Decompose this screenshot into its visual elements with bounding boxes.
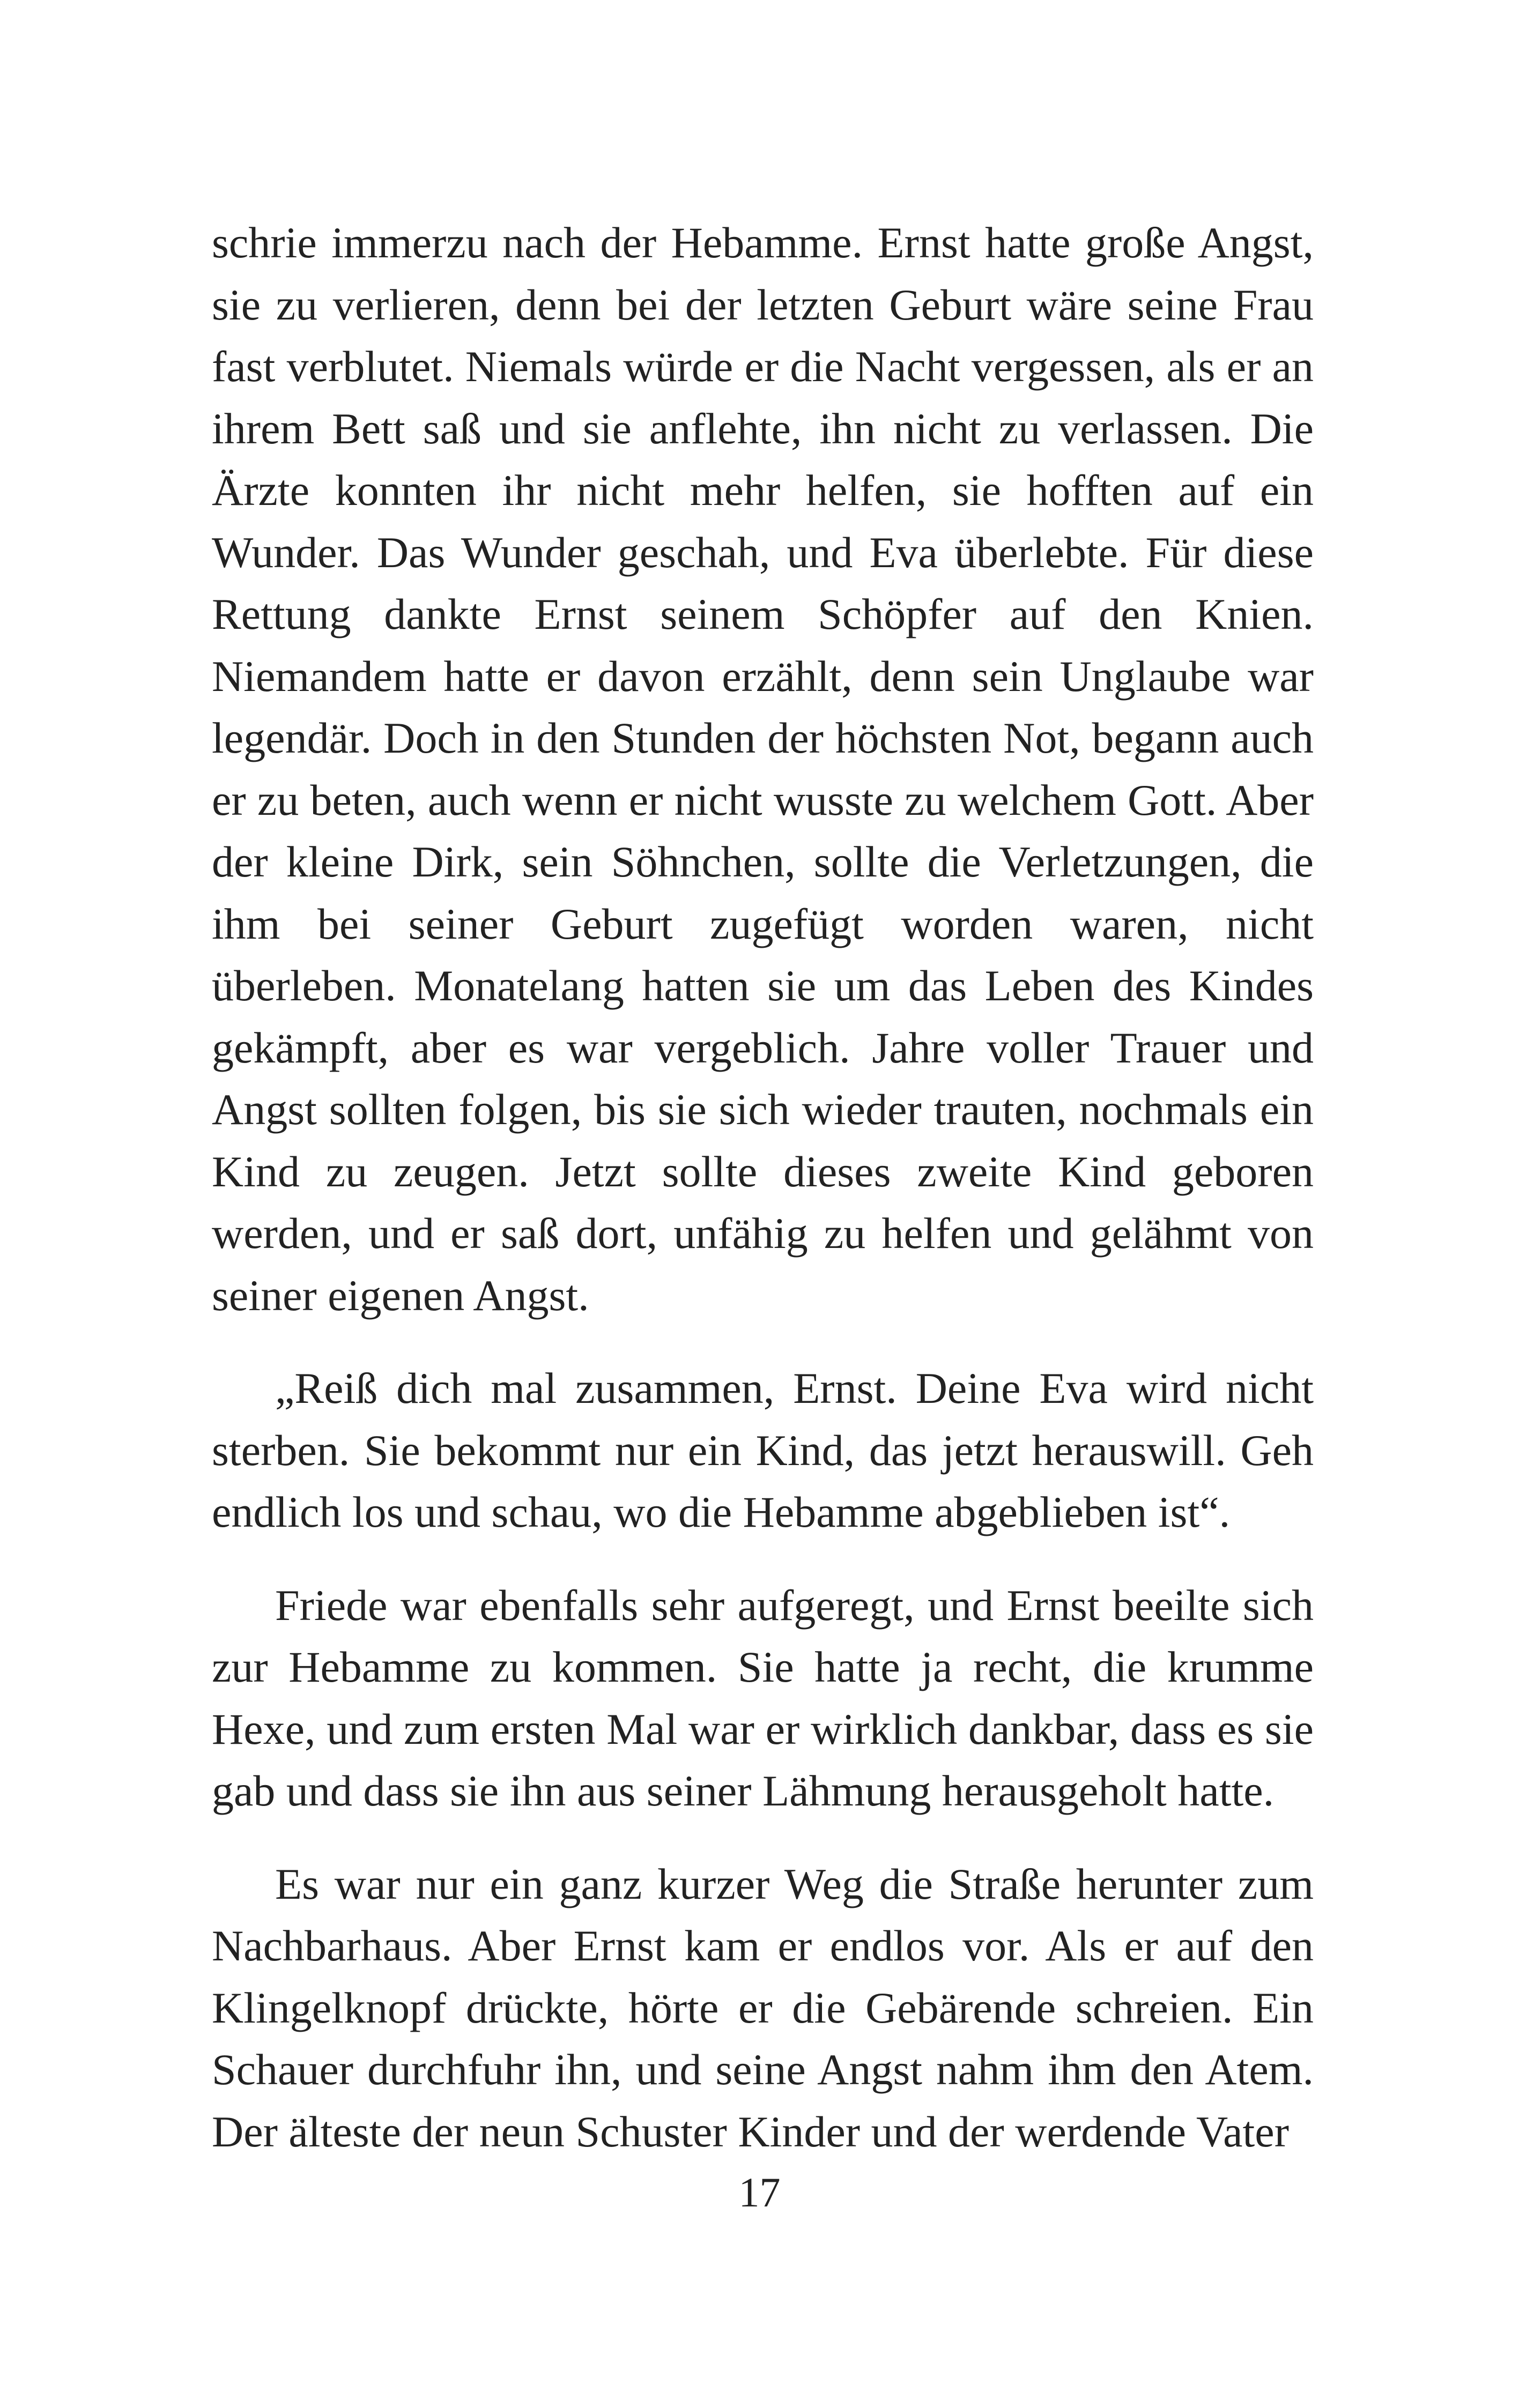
paragraph-3: Friede war ebenfalls sehr aufgeregt, und Ernst beeilte sich zur Hebamme zu kommen. Sie hatte ja recht, die krumme Hexe, und zum ersten Mal war er wirklich dankbar, dass es sie gab und dass sie ihn aus seiner Lähmung herausgeholt hatte. [212, 1580, 1314, 1815]
body-text [212, 212, 1314, 2162]
paragraph-2: „Reiß dich mal zusammen, Ernst. Deine Eva wird nicht sterben. Sie bekommt nur ein Kind, das jetzt herauswill. Geh endlich los und schau, wo die Hebamme abgeblieben ist“. [212, 1364, 1314, 1536]
page-number: 17 [738, 2169, 781, 2216]
paragraph-1: schrie immerzu nach der Hebamme. Ernst hatte große Angst, sie zu verlieren, denn bei der letzten Geburt wäre seine Frau fast verblutet. Niemals würde er die Nacht vergessen, als er an ihrem Bett saß und sie anflehte, ihn nicht zu verlassen. Die Ärzte konnten ihr nicht mehr helfen, sie hofften auf ein Wunder. Das Wunder geschah, und Eva überlebte. Für diese Rettung dankte Ernst seinem Schöpfer auf den Knien. Niemandem hatte er davon erzählt, denn sein Unglaube war legendär. Doch in den Stunden der höchsten Not, begann auch er zu beten, auch wenn er nicht wusste zu welchem Gott. Aber der kleine Dirk, sein Söhnchen, sollte die Verletzungen, die ihm bei seiner Geburt zugefügt worden waren, nicht überleben. Monatelang hatten sie um das Leben des Kindes gekämpft, aber es war vergeblich. Jahre voller Trauer und Angst sollten folgen, bis sie sich wieder trauten, nochmals ein Kind zu zeugen. Jetzt sollte dieses zweite Kind geboren werden, und er saß dort, unfähig zu helfen und gelähmt von seiner eigenen Angst. [212, 218, 1314, 1320]
paragraph-4: Es war nur ein ganz kurzer Weg die Straße herunter zum Nachbarhaus. Aber Ernst kam er endlos vor. Als er auf den Klingelknopf drückte, hörte er die Gebärende schreien. Ein Schauer durchfuhr ihn, und seine Angst nahm ihm den Atem. Der älteste der neun Schuster Kinder und der werdende Vater [212, 1859, 1314, 2156]
